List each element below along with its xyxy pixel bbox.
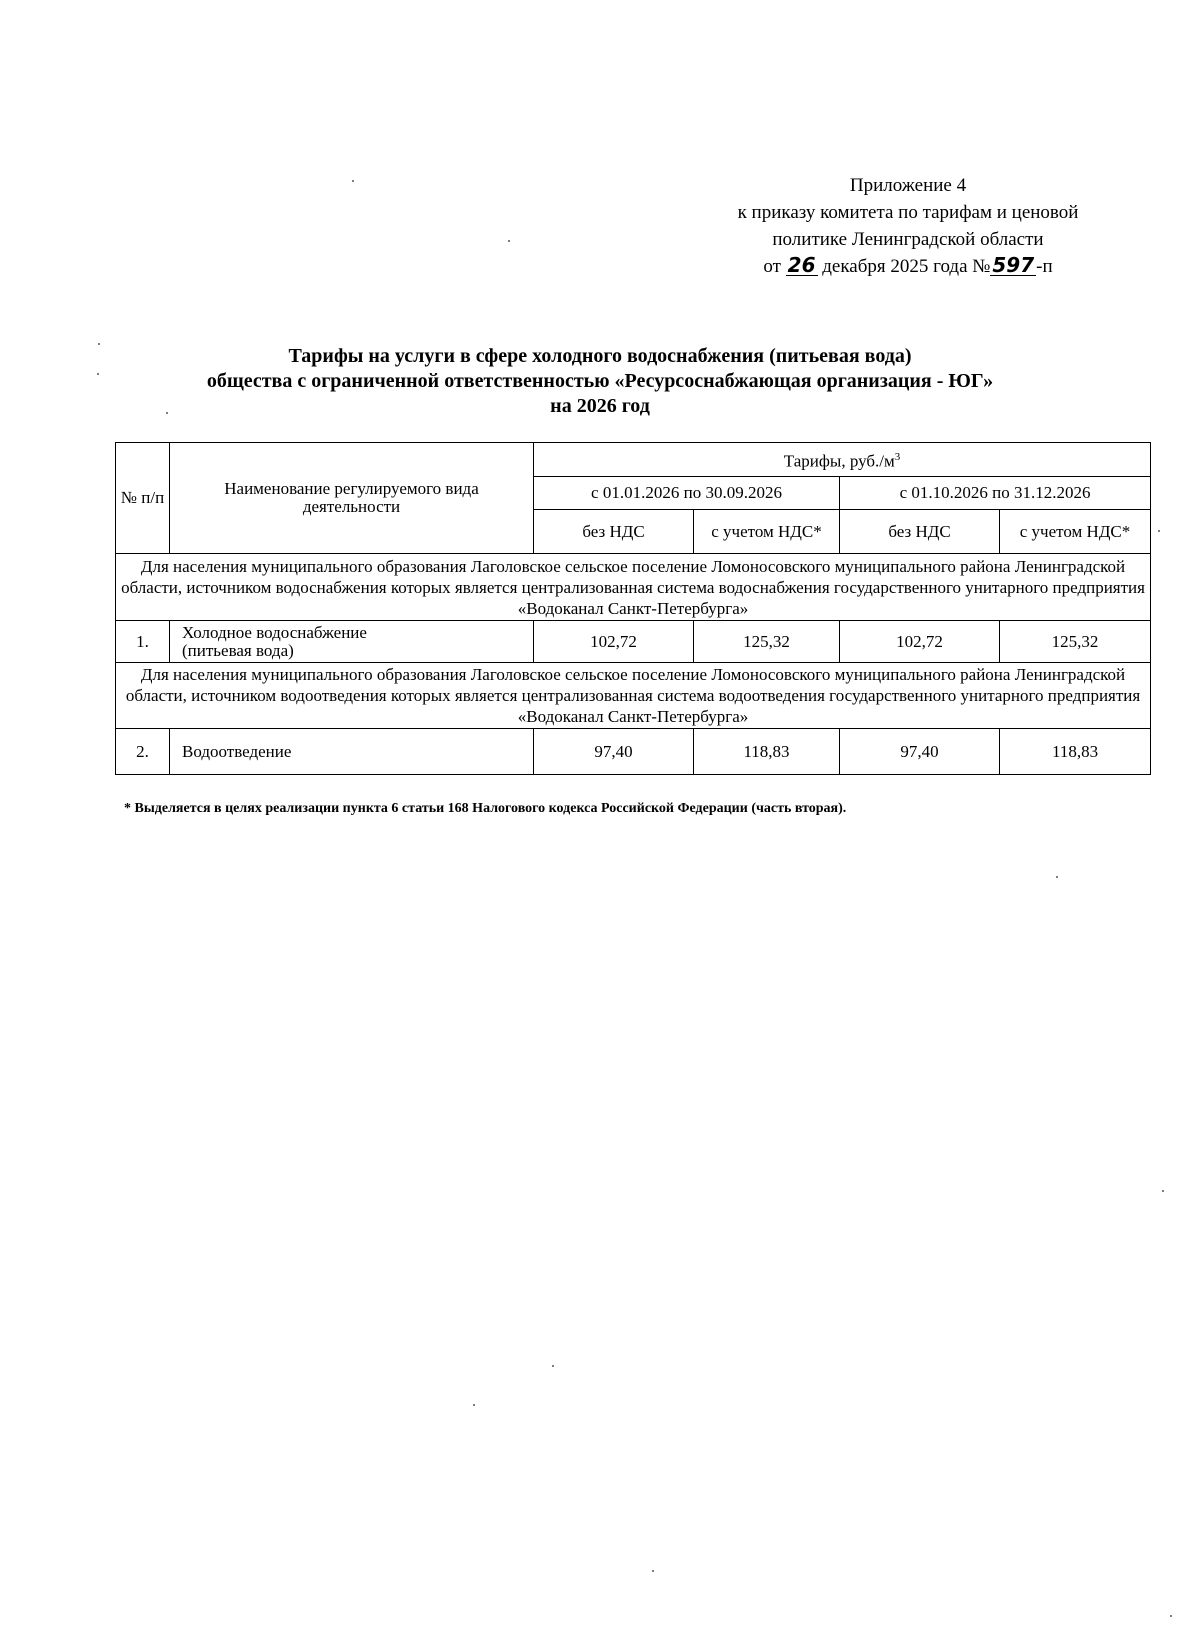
row-1-p1-with-vat: 125,32 (694, 621, 840, 663)
date-rest: декабря 2025 года № (822, 256, 991, 277)
scan-speck (652, 1570, 654, 1572)
row-2-p2-with-vat: 118,83 (1000, 729, 1151, 775)
row-1-p2-without-vat: 102,72 (840, 621, 1000, 663)
row-2-name: Водоотведение (170, 729, 534, 775)
group-row-2 (116, 663, 1151, 729)
table-header-row (116, 443, 1151, 477)
group-2-description: Для населения муниципального образования Лаголовское сельское поселение Ломоносовского муниципального района Ленинградской области, источником водоотведения которых является централизованная система водоотведения государственного унитарного предприятия «Водоканал Санкт-Петербурга» (116, 663, 1151, 729)
row-1-num: 1. (116, 621, 170, 663)
row-2-p1-without-vat: 97,40 (534, 729, 694, 775)
row-2-p1-with-vat: 118,83 (694, 729, 840, 775)
footnote: * Выделяется в целях реализации пункта 6 статьи 168 Налогового кодекса Российской Федерации (часть вторая). (124, 801, 847, 816)
scan-speck (1158, 530, 1160, 532)
header-p1-with-vat: с учетом НДС* (694, 510, 840, 554)
row-2-p2-without-vat: 97,40 (840, 729, 1000, 775)
scan-speck (508, 240, 510, 242)
date-prefix: от (763, 256, 781, 277)
header-tariffs-label: Тарифы, руб./м (783, 451, 895, 471)
scan-speck (98, 343, 100, 345)
appendix-block (688, 172, 1128, 280)
scan-speck (473, 1404, 475, 1406)
row-2-num: 2. (116, 729, 170, 775)
handwritten-order-number: 597 (992, 253, 1035, 277)
tariffs-table (115, 442, 1151, 775)
row-1-name-line-2: (питьевая вода) (182, 640, 294, 660)
scan-speck (1170, 1615, 1172, 1617)
table-row (116, 621, 1151, 663)
handwritten-day: 26 (787, 253, 816, 277)
header-period-2: с 01.10.2026 по 31.12.2026 (840, 477, 1151, 510)
appendix-committee: политике Ленинградской области (772, 229, 1044, 250)
row-1-p1-without-vat: 102,72 (534, 621, 694, 663)
appendix-order-ref: к приказу комитета по тарифам и ценовой (737, 202, 1079, 223)
row-1-name-line-1: Холодное водоснабжение (182, 622, 367, 642)
scan-speck (1056, 876, 1058, 878)
document-title (0, 344, 1200, 419)
header-tariffs (534, 443, 1151, 477)
scan-speck (1162, 1190, 1164, 1192)
scan-speck (352, 180, 354, 182)
group-row-1 (116, 554, 1151, 621)
title-line-1: Тарифы на услуги в сфере холодного водоснабжения (питьевая вода) (288, 345, 912, 367)
row-1-p2-with-vat: 125,32 (1000, 621, 1151, 663)
title-line-3: на 2026 год (550, 395, 650, 417)
table-row (116, 729, 1151, 775)
header-name: Наименование регулируемого вида деятельности (170, 443, 534, 554)
header-period-1: с 01.01.2026 по 30.09.2026 (534, 477, 840, 510)
header-p1-without-vat: без НДС (534, 510, 694, 554)
row-1-name (170, 621, 534, 663)
header-p2-with-vat: с учетом НДС* (1000, 510, 1151, 554)
order-suffix: -п (1036, 256, 1053, 277)
appendix-title: Приложение 4 (849, 175, 967, 196)
appendix-date-line (688, 253, 1128, 280)
header-num: № п/п (116, 443, 170, 554)
scan-speck (97, 373, 99, 375)
scan-speck (166, 412, 168, 414)
group-1-description: Для населения муниципального образования Лаголовское сельское поселение Ломоносовского муниципального района Ленинградской области, источником водоснабжения которых является централизованная система водоснабжения государственного унитарного предприятия «Водоканал Санкт-Петербурга» (116, 554, 1151, 621)
scan-speck (552, 1365, 554, 1367)
header-tariffs-sup: 3 (894, 451, 901, 464)
title-line-2: общества с ограниченной ответственностью «Ресурсоснабжающая организация - ЮГ» (206, 370, 994, 392)
header-p2-without-vat: без НДС (840, 510, 1000, 554)
